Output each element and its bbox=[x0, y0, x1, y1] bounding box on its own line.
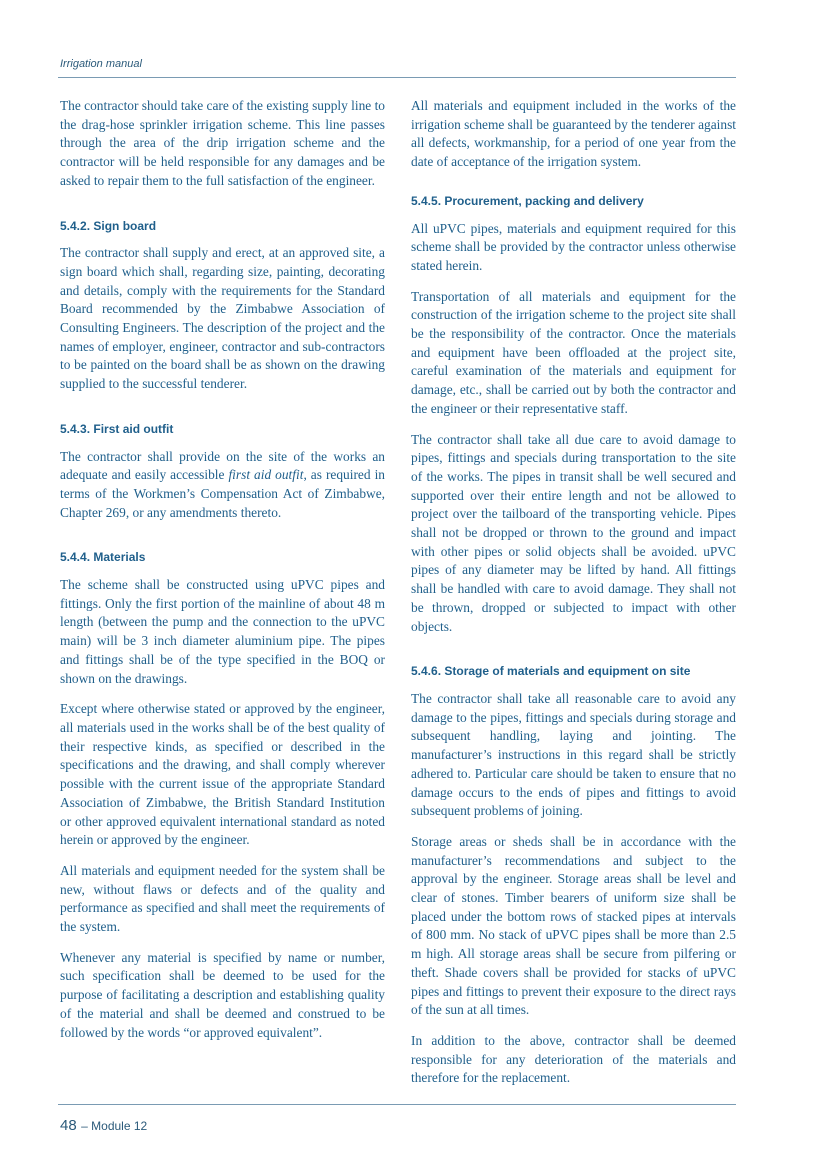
section-heading-5-4-6: 5.4.6. Storage of materials and equipment on site bbox=[411, 664, 691, 679]
paragraph: All materials and equipment needed for the system shall be new, without flaws or defects and of the quality and performance as specified and shall meet the requirements of the system. bbox=[60, 862, 385, 935]
paragraph: Except where otherwise stated or approved by the engineer, all materials used in the works shall be of the best quality of their respective kinds, as specified or described in the specifications and the drawing, and shall comply wherever possible with the current issue of the appropriate Standard Association of Zimbabwe, the British Standard Institution or other approved equivalent international standard as noted herein or approved by the engineer. bbox=[60, 701, 385, 848]
italic-term: first aid outfit bbox=[228, 467, 304, 483]
right-column bbox=[411, 97, 736, 1100]
paragraph: Transportation of all materials and equipment for the construction of the irrigation scheme to the project site shall be the responsibility of the contractor. Once the materials and equipment have been offloaded at the project site, careful examination of the materials and equipment for damage, etc., shall be carried out by both the contractor and the engineer or their representative staff. bbox=[411, 288, 736, 416]
paragraph: The contractor shall supply and erect, at an approved site, a sign board which shall, regarding size, painting, decorating and details, comply with the requirements for the Standard Board recommended by the Zimbabwe Association of Consulting Engineers. The description of the project and the names of employer, engineer, contractor and sub-contractors to be painted on the board shall be as shown on the drawing supplied to the successful tenderer. bbox=[60, 245, 385, 392]
paragraph bbox=[60, 448, 385, 523]
text-span: , as required in terms of the Workmen’s Compensation Act of Zimbabwe, Chapter 269, or any amendments thereto. bbox=[60, 467, 385, 520]
paragraph: All uPVC pipes, materials and equipment required for this scheme shall be provided by the contractor unless otherwise stated herein. bbox=[411, 220, 736, 273]
paragraph: Storage areas or sheds shall be in accordance with the manufacturer’s recommendations and subject to the approval by the engineer. Storage areas shall be level and clear of stones. Timber bearers of uniform size shall be placed under the bottom rows of stacked pipes at intervals of 800 mm. No stack of uPVC pipes shall be more than 2.5 m high. All storage areas shall be secure from pilfering or theft. Shade covers shall be provided for stacks of uPVC pipes and fittings to prevent their exposure to the direct rays of the sun at all times. bbox=[411, 833, 736, 1018]
paragraph: In addition to the above, contractor shall be deemed responsible for any deterioration of the materials and therefore for the replacement. bbox=[411, 1032, 736, 1086]
section-heading-5-4-2: 5.4.2. Sign board bbox=[60, 218, 157, 233]
paragraph: The contractor shall take all reasonable care to avoid any damage to the pipes, fittings and specials during storage and subsequent handling, laying and jointing. The manufacturer’s instructions in this regard shall be strictly adhered to. Particular care should be taken to ensure that no damage occurs to the ends of pipes and fittings to avoid subsequent problems of joining. bbox=[411, 690, 736, 819]
paragraph: Whenever any material is specified by name or number, such specification shall be deemed to be used for the purpose of facilitating a description and establishing quality of the material and shall be deemed and construed to be followed by the words “or approved equivalent”. bbox=[60, 949, 385, 1040]
paragraph: The scheme shall be constructed using uPVC pipes and fittings. Only the first portion of the mainline of about 48 m length (between the pump and the connection to the uPVC main) will be 3 inch diameter aluminium pipe. The pipes and fittings shall be of the type specified in the BOQ or shown on the drawings. bbox=[60, 577, 385, 686]
page-number: 48 bbox=[60, 1117, 77, 1134]
running-header: Irrigation manual bbox=[60, 58, 142, 70]
section-heading-5-4-4: 5.4.4. Materials bbox=[60, 550, 146, 565]
left-column bbox=[60, 97, 385, 1054]
module-label: – Module 12 bbox=[81, 1119, 148, 1133]
footer-rule bbox=[58, 1104, 736, 1105]
text-span: The contractor shall provide on the site of the works an adequate and easily accessible bbox=[60, 448, 385, 483]
paragraph: The contractor shall take all due care to avoid damage to pipes, fittings and specials during transportation to the site of the works. The pipes in transit shall be well secured and supported over their entire length and not be allowed to project over the tailboard of the transporting vehicle. Pipes shall not be dropped or thrown to the ground and impact with other pipes or solid objects shall be avoided. uPVC pipes of any diameter may be lifted by hand. All fittings shall be handled with care to avoid damage. They shall not be thrown, dropped or subjected to impact with other objects. bbox=[411, 431, 736, 634]
header-rule bbox=[58, 77, 736, 78]
paragraph: All materials and equipment included in the works of the irrigation scheme shall be guaranteed by the tenderer against all defects, workmanship, for a period of one year from the date of acceptance of the irrigation system. bbox=[411, 98, 736, 170]
section-heading-5-4-3: 5.4.3. First aid outfit bbox=[60, 421, 174, 436]
page-footer bbox=[60, 1117, 147, 1135]
paragraph: The contractor should take care of the existing supply line to the drag-hose sprinkler irrigation scheme. This line passes through the area of the drip irrigation scheme and the contractor will be held responsible for any damages and be asked to repair them to the full satisfaction of the engineer. bbox=[60, 98, 385, 188]
section-heading-5-4-5: 5.4.5. Procurement, packing and delivery bbox=[411, 193, 644, 208]
